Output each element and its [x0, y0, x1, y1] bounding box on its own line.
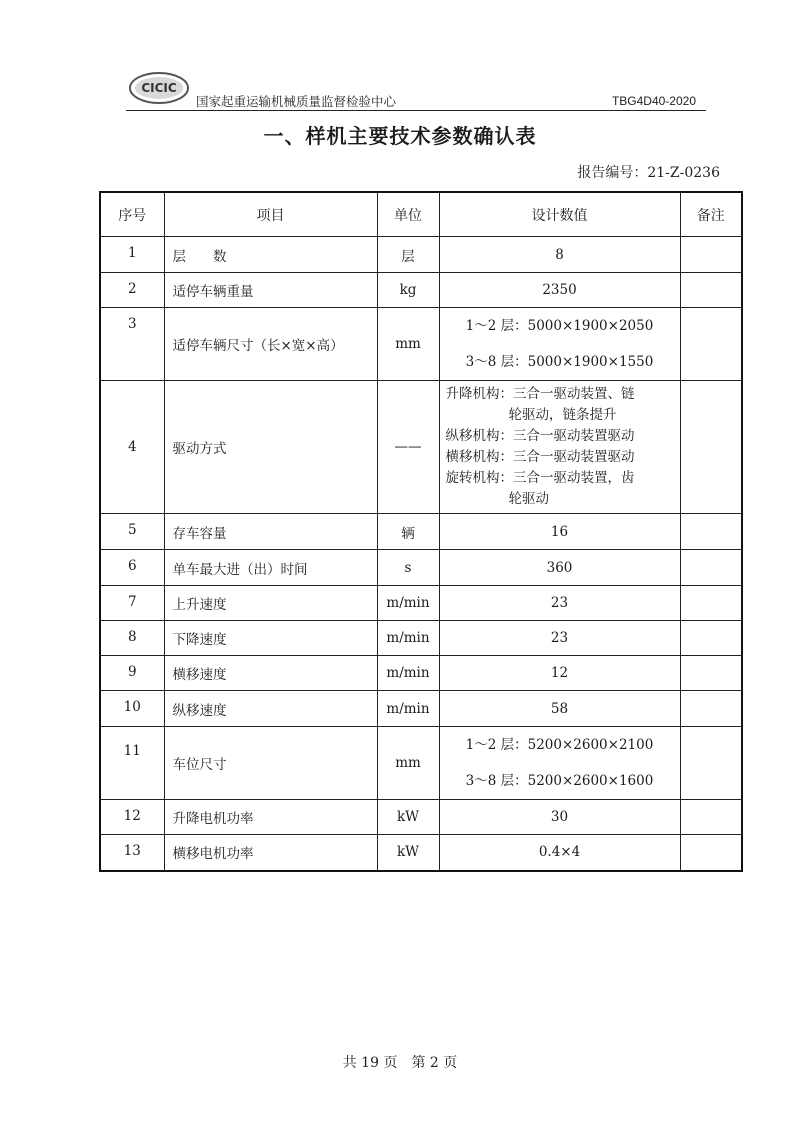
row-unit: m/min [377, 691, 439, 727]
row-value [439, 381, 680, 514]
column-header: 序号 [100, 192, 164, 237]
value-line: 3～8 层：5000×1900×1550 [465, 354, 654, 370]
header-divider [126, 110, 706, 111]
row-value: 360 [439, 550, 680, 586]
row-number: 4 [100, 381, 164, 514]
row-number: 13 [100, 835, 164, 871]
row-value: 2350 [439, 273, 680, 308]
row-note [680, 656, 742, 691]
column-header: 项目 [164, 192, 377, 237]
table-row [100, 586, 742, 621]
row-value: 0.4×4 [439, 835, 680, 871]
row-unit: kW [377, 835, 439, 871]
row-item: 上升速度 [164, 586, 377, 621]
row-unit: m/min [377, 586, 439, 621]
value-line: 轮驱动，链条提升 [508, 407, 617, 423]
table-row [100, 550, 742, 586]
row-item: 驱动方式 [164, 381, 377, 514]
row-unit: m/min [377, 621, 439, 656]
row-item: 下降速度 [164, 621, 377, 656]
row-value: 12 [439, 656, 680, 691]
table-row [100, 800, 742, 835]
row-note [680, 835, 742, 871]
value-line: 1～2 层：5000×1900×2050 [465, 318, 654, 334]
table-row [100, 514, 742, 550]
table-header-row [100, 192, 742, 237]
row-item: 横移速度 [164, 656, 377, 691]
row-unit: m/min [377, 656, 439, 691]
row-unit: —— [377, 381, 439, 514]
table-row [100, 691, 742, 727]
row-note [680, 514, 742, 550]
table-row [100, 835, 742, 871]
row-unit: kg [377, 273, 439, 308]
row-value [439, 727, 680, 800]
report-number: 报告编号：21-Z-0236 [577, 165, 720, 181]
table-row [100, 273, 742, 308]
row-value: 16 [439, 514, 680, 550]
document-code: TBG4D40-2020 [611, 94, 696, 108]
row-number: 1 [100, 237, 164, 273]
value-line: 横移机构：三合一驱动装置驱动 [445, 449, 635, 465]
row-item: 纵移速度 [164, 691, 377, 727]
column-header: 备注 [680, 192, 742, 237]
row-number: 7 [100, 586, 164, 621]
row-item: 存车容量 [164, 514, 377, 550]
row-number: 6 [100, 550, 164, 586]
logo-text: CICIC [141, 81, 177, 95]
page-footer: 共 19 页 第 2 页 [342, 1055, 458, 1071]
row-unit: mm [377, 727, 439, 800]
row-note [680, 586, 742, 621]
row-note [680, 381, 742, 514]
organization-name: 国家起重运输机械质量监督检验中心 [196, 94, 397, 109]
column-header: 设计数值 [439, 192, 680, 237]
row-note [680, 550, 742, 586]
row-number: 2 [100, 273, 164, 308]
row-value: 8 [439, 237, 680, 273]
row-note [680, 691, 742, 727]
table-row [100, 237, 742, 273]
row-note [680, 308, 742, 381]
row-item: 适停车辆重量 [164, 273, 377, 308]
row-number: 9 [100, 656, 164, 691]
row-number: 10 [100, 691, 164, 727]
page-title: 一、样机主要技术参数确认表 [263, 124, 537, 148]
row-note [680, 273, 742, 308]
table-row [100, 621, 742, 656]
row-item: 横移电机功率 [164, 835, 377, 871]
row-unit: kW [377, 800, 439, 835]
row-value: 58 [439, 691, 680, 727]
value-line: 3～8 层：5200×2600×1600 [465, 773, 654, 789]
row-unit: 辆 [377, 514, 439, 550]
row-value: 23 [439, 586, 680, 621]
row-item: 层 数 [164, 237, 377, 273]
value-line: 纵移机构：三合一驱动装置驱动 [445, 428, 635, 444]
value-line: 轮驱动 [508, 491, 549, 507]
row-item: 车位尺寸 [164, 727, 377, 800]
parameter-table [99, 191, 743, 872]
row-note [680, 800, 742, 835]
row-unit: mm [377, 308, 439, 381]
row-number: 5 [100, 514, 164, 550]
row-note [680, 727, 742, 800]
column-header: 单位 [377, 192, 439, 237]
row-number: 3 [100, 308, 164, 381]
value-line: 旋转机构：三合一驱动装置，齿 [445, 470, 635, 486]
row-value: 30 [439, 800, 680, 835]
row-item: 单车最大进（出）时间 [164, 550, 377, 586]
row-item: 升降电机功率 [164, 800, 377, 835]
table-row [100, 727, 742, 800]
row-value: 23 [439, 621, 680, 656]
row-item: 适停车辆尺寸（长×宽×高） [164, 308, 377, 381]
table-row [100, 381, 742, 514]
row-number: 12 [100, 800, 164, 835]
table-row [100, 656, 742, 691]
row-unit: s [377, 550, 439, 586]
value-line: 1～2 层：5200×2600×2100 [465, 737, 654, 753]
value-line: 升降机构：三合一驱动装置、链 [445, 386, 635, 402]
table-row [100, 308, 742, 381]
cicic-logo [128, 70, 190, 106]
row-note [680, 621, 742, 656]
row-unit: 层 [377, 237, 439, 273]
row-number: 11 [100, 727, 164, 800]
row-value [439, 308, 680, 381]
row-note [680, 237, 742, 273]
row-number: 8 [100, 621, 164, 656]
